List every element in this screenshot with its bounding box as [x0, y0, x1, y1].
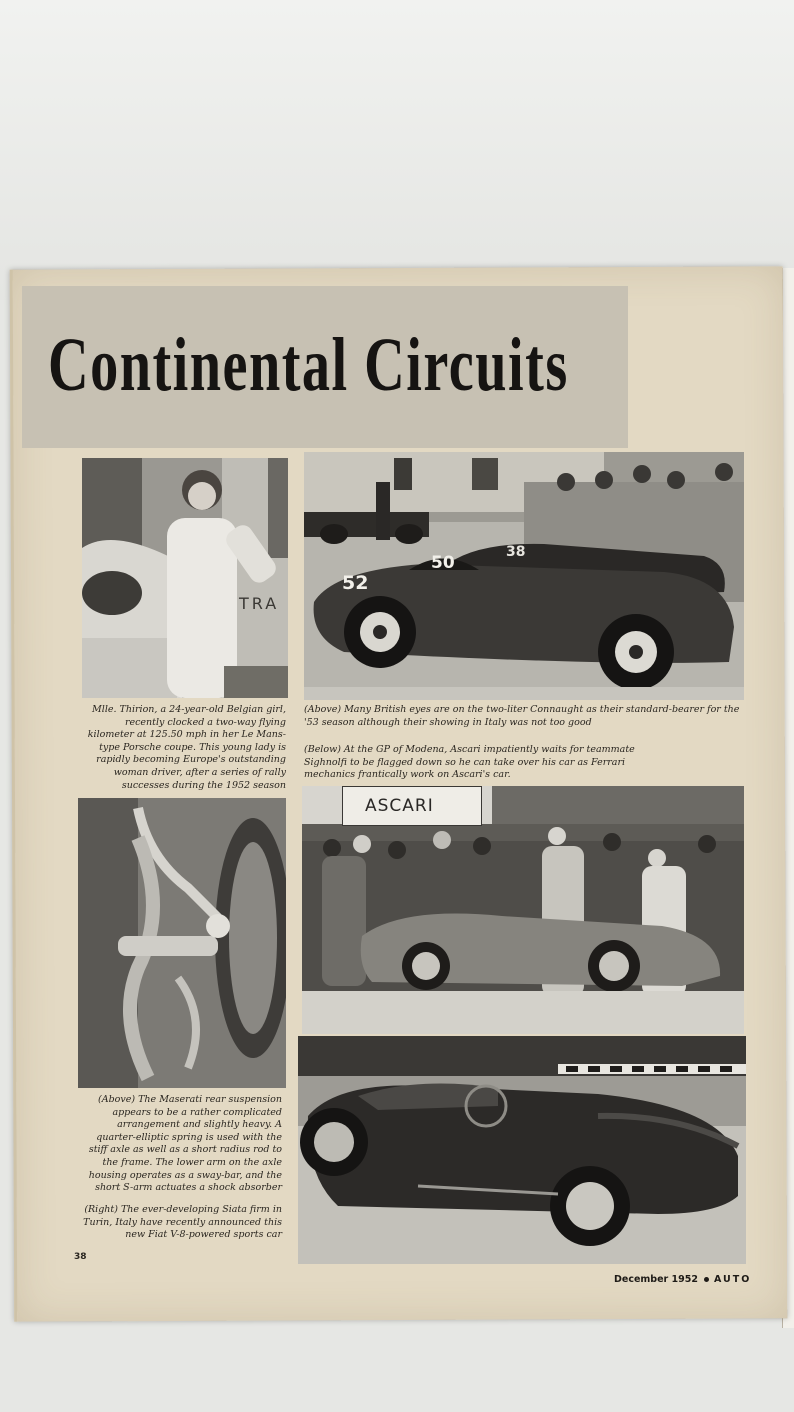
photo-maserati-suspension	[78, 798, 286, 1088]
wall-lettering: TRA	[239, 594, 280, 613]
magazine-name: AUTO	[713, 1274, 752, 1285]
caption-thirion: Mlle. Thirion, a 24-year-old Belgian girl, recently clocked a two-way flying kilometer at 125.50 mph in her Le Mans-type Porsche coupe. This young lady is rapidly becoming Europe's outstanding woman driver, after a series of rally successes during the 1952 season	[87, 704, 286, 791]
footer	[614, 1274, 751, 1285]
background	[0, 0, 794, 300]
photo-connaught	[304, 452, 744, 700]
photo-ascari-pits	[302, 786, 744, 1034]
car-number-52: 52	[342, 572, 369, 594]
car-number-38: 38	[506, 544, 526, 560]
issue-date: December 1952	[614, 1274, 698, 1285]
page-title: Continental Circuits	[48, 323, 569, 407]
photo-thirion	[82, 458, 288, 698]
caption-maserati: (Above) The Maserati rear suspension appears to be a rather complicated arrangement and slightly heavy. A quarter-elliptic spring is used with the stiff axle as well as a short radius rod to the frame. The lower arm on the axle housing operates as a sway-bar, and the short S-arm actuates a shock absorber	[88, 1094, 282, 1194]
caption-connaught: (Above) Many British eyes are on the two-liter Connaught as their standard-bearer for the '53 season although their showing in Italy was not too good	[304, 704, 740, 728]
ascari-sign	[342, 786, 482, 826]
caption-modena: (Below) At the GP of Modena, Ascari impatiently waits for teammate Sighnolfi to be flagged down so he can take over his car as Ferrari mechanics frantically work on Ascari's car.	[304, 744, 635, 781]
ascari-sign-text: ASCARI	[365, 796, 434, 816]
bullet-icon	[704, 1277, 709, 1282]
caption-siata: (Right) The ever-developing Siata firm in Turin, Italy have recently announced this new Fiat V-8-powered sports car	[83, 1204, 282, 1241]
photo-siata-sports-car	[298, 1036, 746, 1264]
car-number-50: 50	[431, 553, 455, 573]
page-number: 38	[74, 1252, 87, 1262]
